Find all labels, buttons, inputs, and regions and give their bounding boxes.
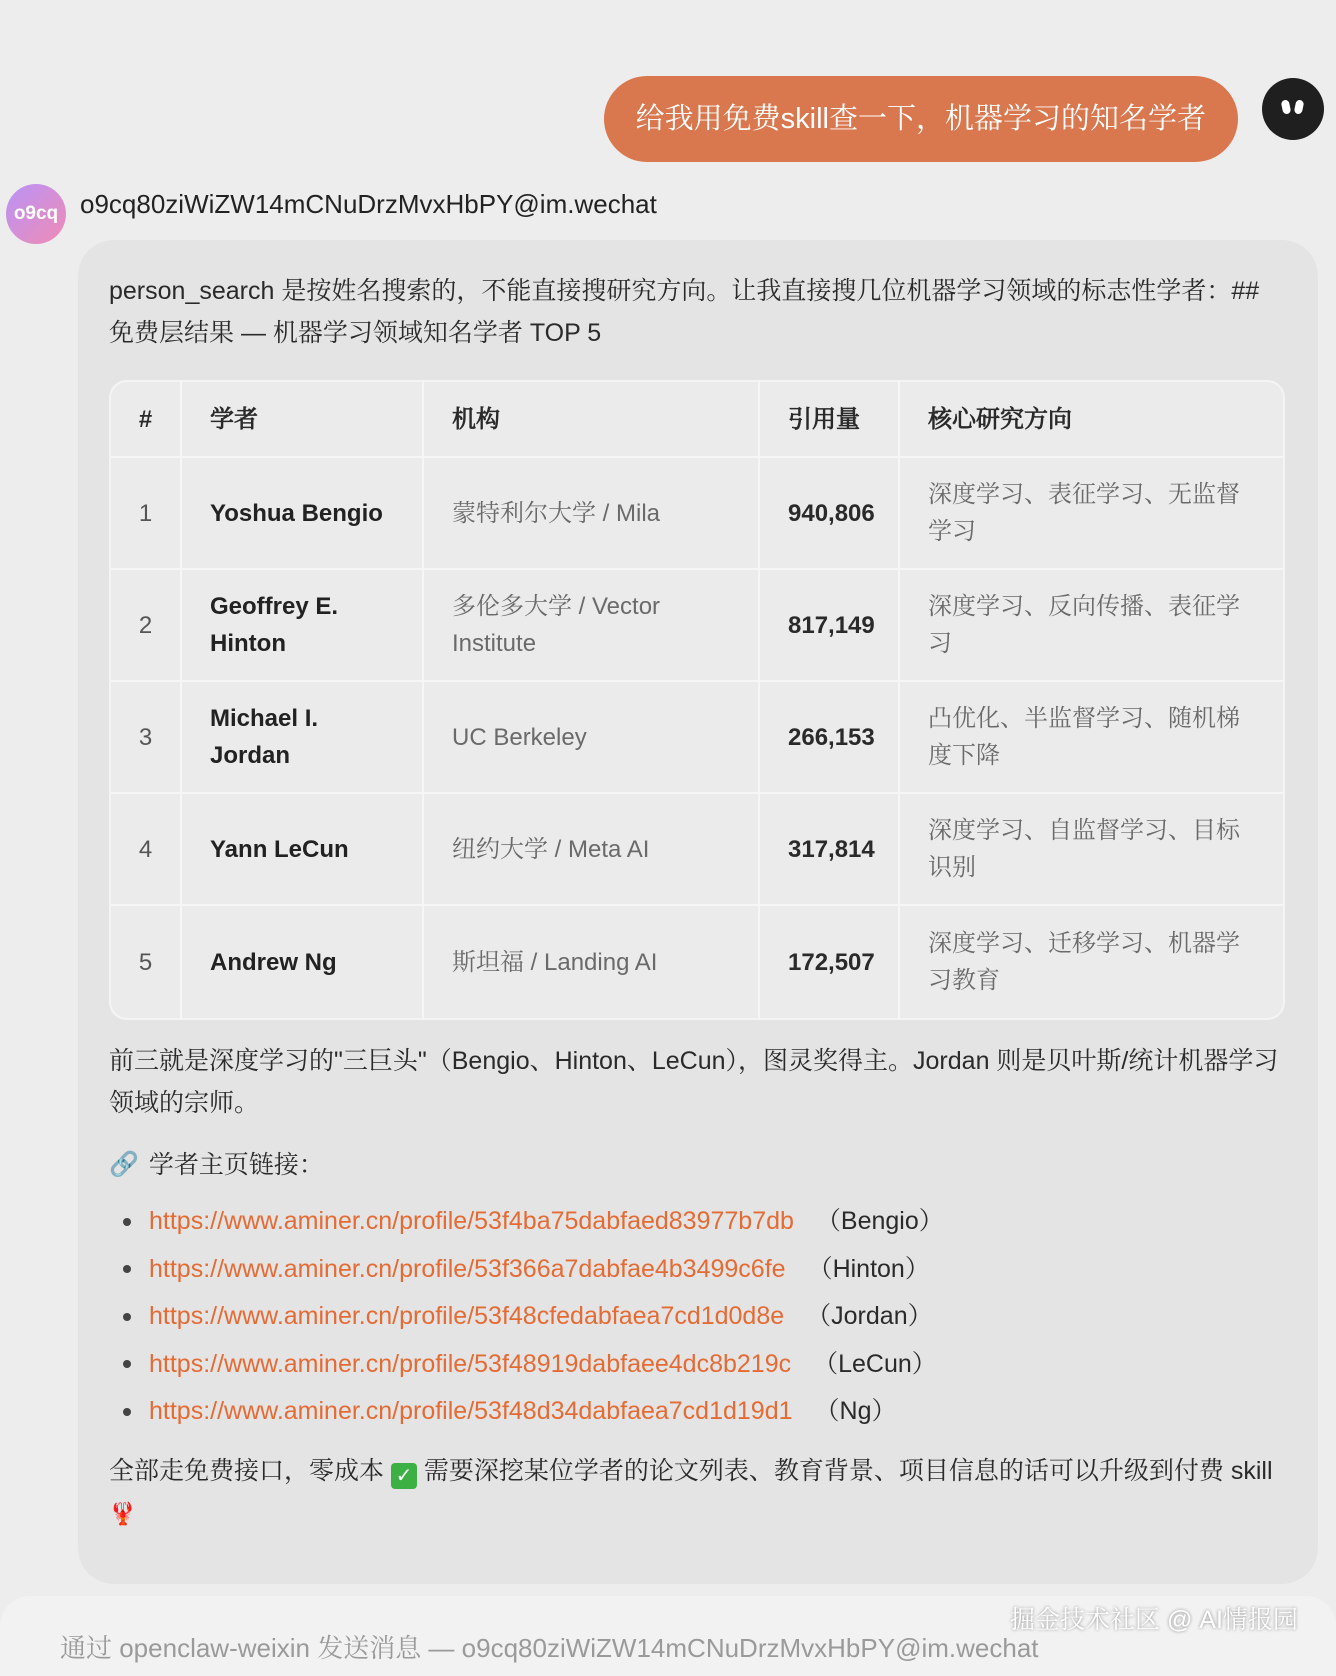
reply-closing xyxy=(109,1450,1288,1535)
header-scholar: 学者 xyxy=(182,382,424,458)
table-row xyxy=(111,682,1283,794)
scholars-table xyxy=(109,380,1285,1020)
bullet-icon xyxy=(123,1360,131,1368)
profile-link[interactable]: https://www.aminer.cn/profile/53f4ba75dabfaed83977b7db xyxy=(149,1207,794,1235)
header-research-areas: 核心研究方向 xyxy=(900,382,1283,458)
institution-cell: 纽约大学 / Meta AI xyxy=(424,794,760,906)
profile-link[interactable]: https://www.aminer.cn/profile/53f48cfedabfaea7cd1d0d8e xyxy=(149,1302,785,1330)
avatar-eye-right xyxy=(1294,99,1305,114)
scholar-name-cell: Andrew Ng xyxy=(182,906,424,1018)
list-item xyxy=(109,1341,1288,1389)
institution-cell: 斯坦福 / Landing AI xyxy=(424,906,760,1018)
scholar-name-cell: Geoffrey E. Hinton xyxy=(182,570,424,682)
bot-header xyxy=(6,184,657,244)
rank-cell: 1 xyxy=(111,458,182,570)
research-areas-cell: 深度学习、表征学习、无监督学习 xyxy=(900,458,1283,570)
bullet-icon xyxy=(123,1218,131,1226)
user-avatar[interactable] xyxy=(1262,78,1324,140)
profile-link-label: （Hinton） xyxy=(807,1254,930,1283)
list-item xyxy=(109,1388,1288,1436)
watermark: 掘金技术社区 @ AI情报园 xyxy=(1010,1606,1298,1634)
scholar-name-cell: Michael I. Jordan xyxy=(182,682,424,794)
institution-cell: 蒙特利尔大学 / Mila xyxy=(424,458,760,570)
citations-cell: 817,149 xyxy=(760,570,900,682)
avatar-eye-left xyxy=(1281,99,1292,114)
research-areas-cell: 深度学习、反向传播、表征学习 xyxy=(900,570,1283,682)
rank-cell: 3 xyxy=(111,682,182,794)
bullet-icon xyxy=(123,1313,131,1321)
closing-text-a: 全部走免费接口，零成本 xyxy=(109,1456,385,1485)
composer-placeholder: 通过 openclaw-weixin 发送消息 — o9cq80ziWiZW14mCNuDrzMvxHbPY@im.wechat xyxy=(60,1633,1039,1663)
user-message-row xyxy=(604,76,1324,162)
profile-links-list xyxy=(109,1198,1288,1436)
table-row xyxy=(111,794,1283,906)
profile-link[interactable]: https://www.aminer.cn/profile/53f48d34dabfaea7cd1d19d1 xyxy=(149,1397,793,1425)
list-item xyxy=(109,1293,1288,1341)
links-heading xyxy=(109,1144,1288,1186)
lobster-icon: 🦞 xyxy=(109,1500,137,1526)
link-icon: 🔗 xyxy=(109,1151,139,1178)
citations-cell: 172,507 xyxy=(760,906,900,1018)
reply-note: 前三就是深度学习的"三巨头"（Bengio、Hinton、LeCun），图灵奖得主。Jordan 则是贝叶斯/统计机器学习领域的宗师。 xyxy=(109,1047,1279,1117)
institution-cell: UC Berkeley xyxy=(424,682,760,794)
scholar-name-cell: Yann LeCun xyxy=(182,794,424,906)
check-icon: ✓ xyxy=(391,1463,417,1489)
bullet-icon xyxy=(123,1265,131,1273)
profile-link[interactable]: https://www.aminer.cn/profile/53f366a7dabfae4b3499c6fe xyxy=(149,1254,786,1283)
profile-link-label: （Ng） xyxy=(814,1397,897,1425)
table-row xyxy=(111,458,1283,570)
research-areas-cell: 深度学习、迁移学习、机器学习教育 xyxy=(928,930,1240,994)
rank-cell: 2 xyxy=(111,570,182,682)
closing-text-b: 需要深挖某位学者的论文列表、教育背景、项目信息的话可以升级到付费 skill xyxy=(423,1456,1273,1485)
bot-message-card xyxy=(78,240,1318,1584)
rank-cell: 4 xyxy=(111,794,182,906)
profile-link-label: （LeCun） xyxy=(813,1349,937,1378)
citations-cell: 940,806 xyxy=(760,458,900,570)
institution-cell: 多伦多大学 / Vector Institute xyxy=(424,570,760,682)
rank-cell: 5 xyxy=(111,906,182,1018)
profile-link[interactable]: https://www.aminer.cn/profile/53f48919dabfaee4dc8b219c xyxy=(149,1349,792,1378)
research-areas-cell: 深度学习、自监督学习、目标识别 xyxy=(900,794,1283,906)
bot-name: o9cq80ziWiZW14mCNuDrzMvxHbPY@im.wechat xyxy=(80,188,657,219)
profile-link-label: （Bengio） xyxy=(815,1207,944,1235)
profile-link-label: （Jordan） xyxy=(806,1302,933,1330)
table-row xyxy=(111,570,1283,682)
header-rank: # xyxy=(111,382,182,458)
header-citations: 引用量 xyxy=(760,382,900,458)
reply-intro: person_search 是按姓名搜索的，不能直接搜研究方向。让我直接搜几位机器学习领域的标志性学者：## 免费层结果 — 机器学习领域知名学者 TOP 5 xyxy=(109,277,1260,347)
citations-cell: 266,153 xyxy=(760,682,900,794)
list-item xyxy=(109,1198,1288,1246)
research-areas-cell: 凸优化、半监督学习、随机梯度下降 xyxy=(900,682,1283,794)
table-header-row xyxy=(111,382,1283,458)
bullet-icon xyxy=(123,1408,131,1416)
header-institution: 机构 xyxy=(424,382,760,458)
scholar-name-cell: Yoshua Bengio xyxy=(182,458,424,570)
list-item xyxy=(109,1246,1288,1294)
table-row xyxy=(111,906,1283,1018)
user-message-bubble: 给我用免费skill查一下，机器学习的知名学者 xyxy=(604,76,1238,162)
citations-cell: 317,814 xyxy=(760,794,900,906)
bot-avatar[interactable]: o9cq xyxy=(6,184,66,244)
links-heading-text: 学者主页链接： xyxy=(148,1151,324,1179)
